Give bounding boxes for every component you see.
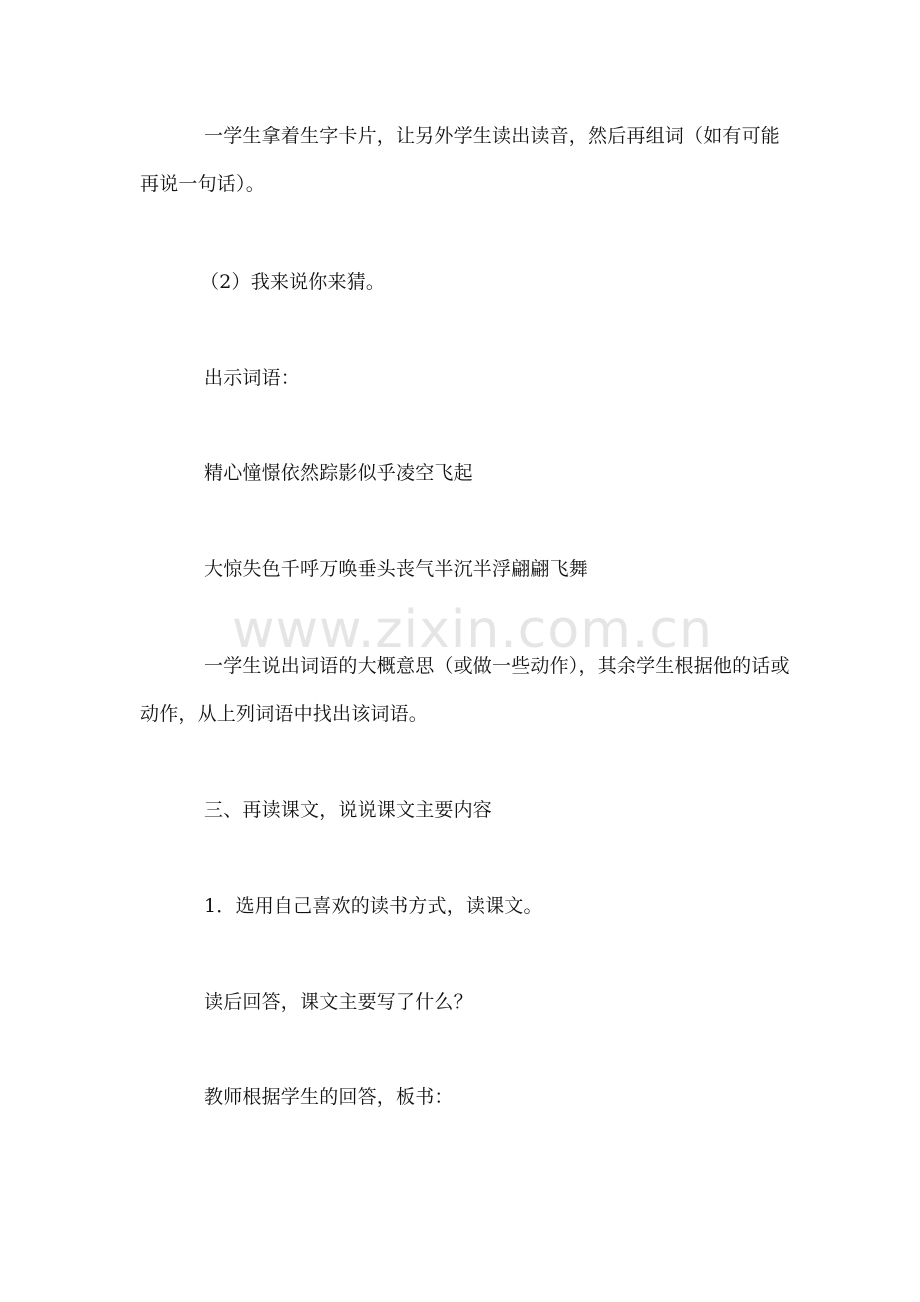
paragraph-10: 教师根据学生的回答，板书： bbox=[204, 1086, 454, 1108]
paragraph-8: 1．选用自己喜欢的读书方式，读课文。 bbox=[204, 895, 543, 917]
paragraph-2: （2）我来说你来猜。 bbox=[200, 271, 386, 293]
paragraph-4: 精心憧憬依然踪影似乎凌空飞起 bbox=[204, 462, 473, 484]
paragraph-6: 一学生说出词语的大概意思（或做一些动作），其余学生根据他的话或动作，从上列词语中找出该词语。 bbox=[140, 655, 790, 725]
paragraph-1: 一学生拿着生字卡片，让另外学生读出读音，然后再组词（如有可能再说一句话）。 bbox=[140, 125, 781, 195]
watermark: www.zixin.com.cn bbox=[232, 600, 713, 660]
section-heading: 三、再读课文，说说课文主要内容 bbox=[204, 799, 493, 821]
paragraph-3: 出示词语： bbox=[204, 367, 301, 389]
paragraph-9: 读后回答，课文主要写了什么？ bbox=[204, 991, 473, 1013]
paragraph-5: 大惊失色千呼万唤垂头丧气半沉半浮翩翩飞舞 bbox=[204, 558, 589, 580]
